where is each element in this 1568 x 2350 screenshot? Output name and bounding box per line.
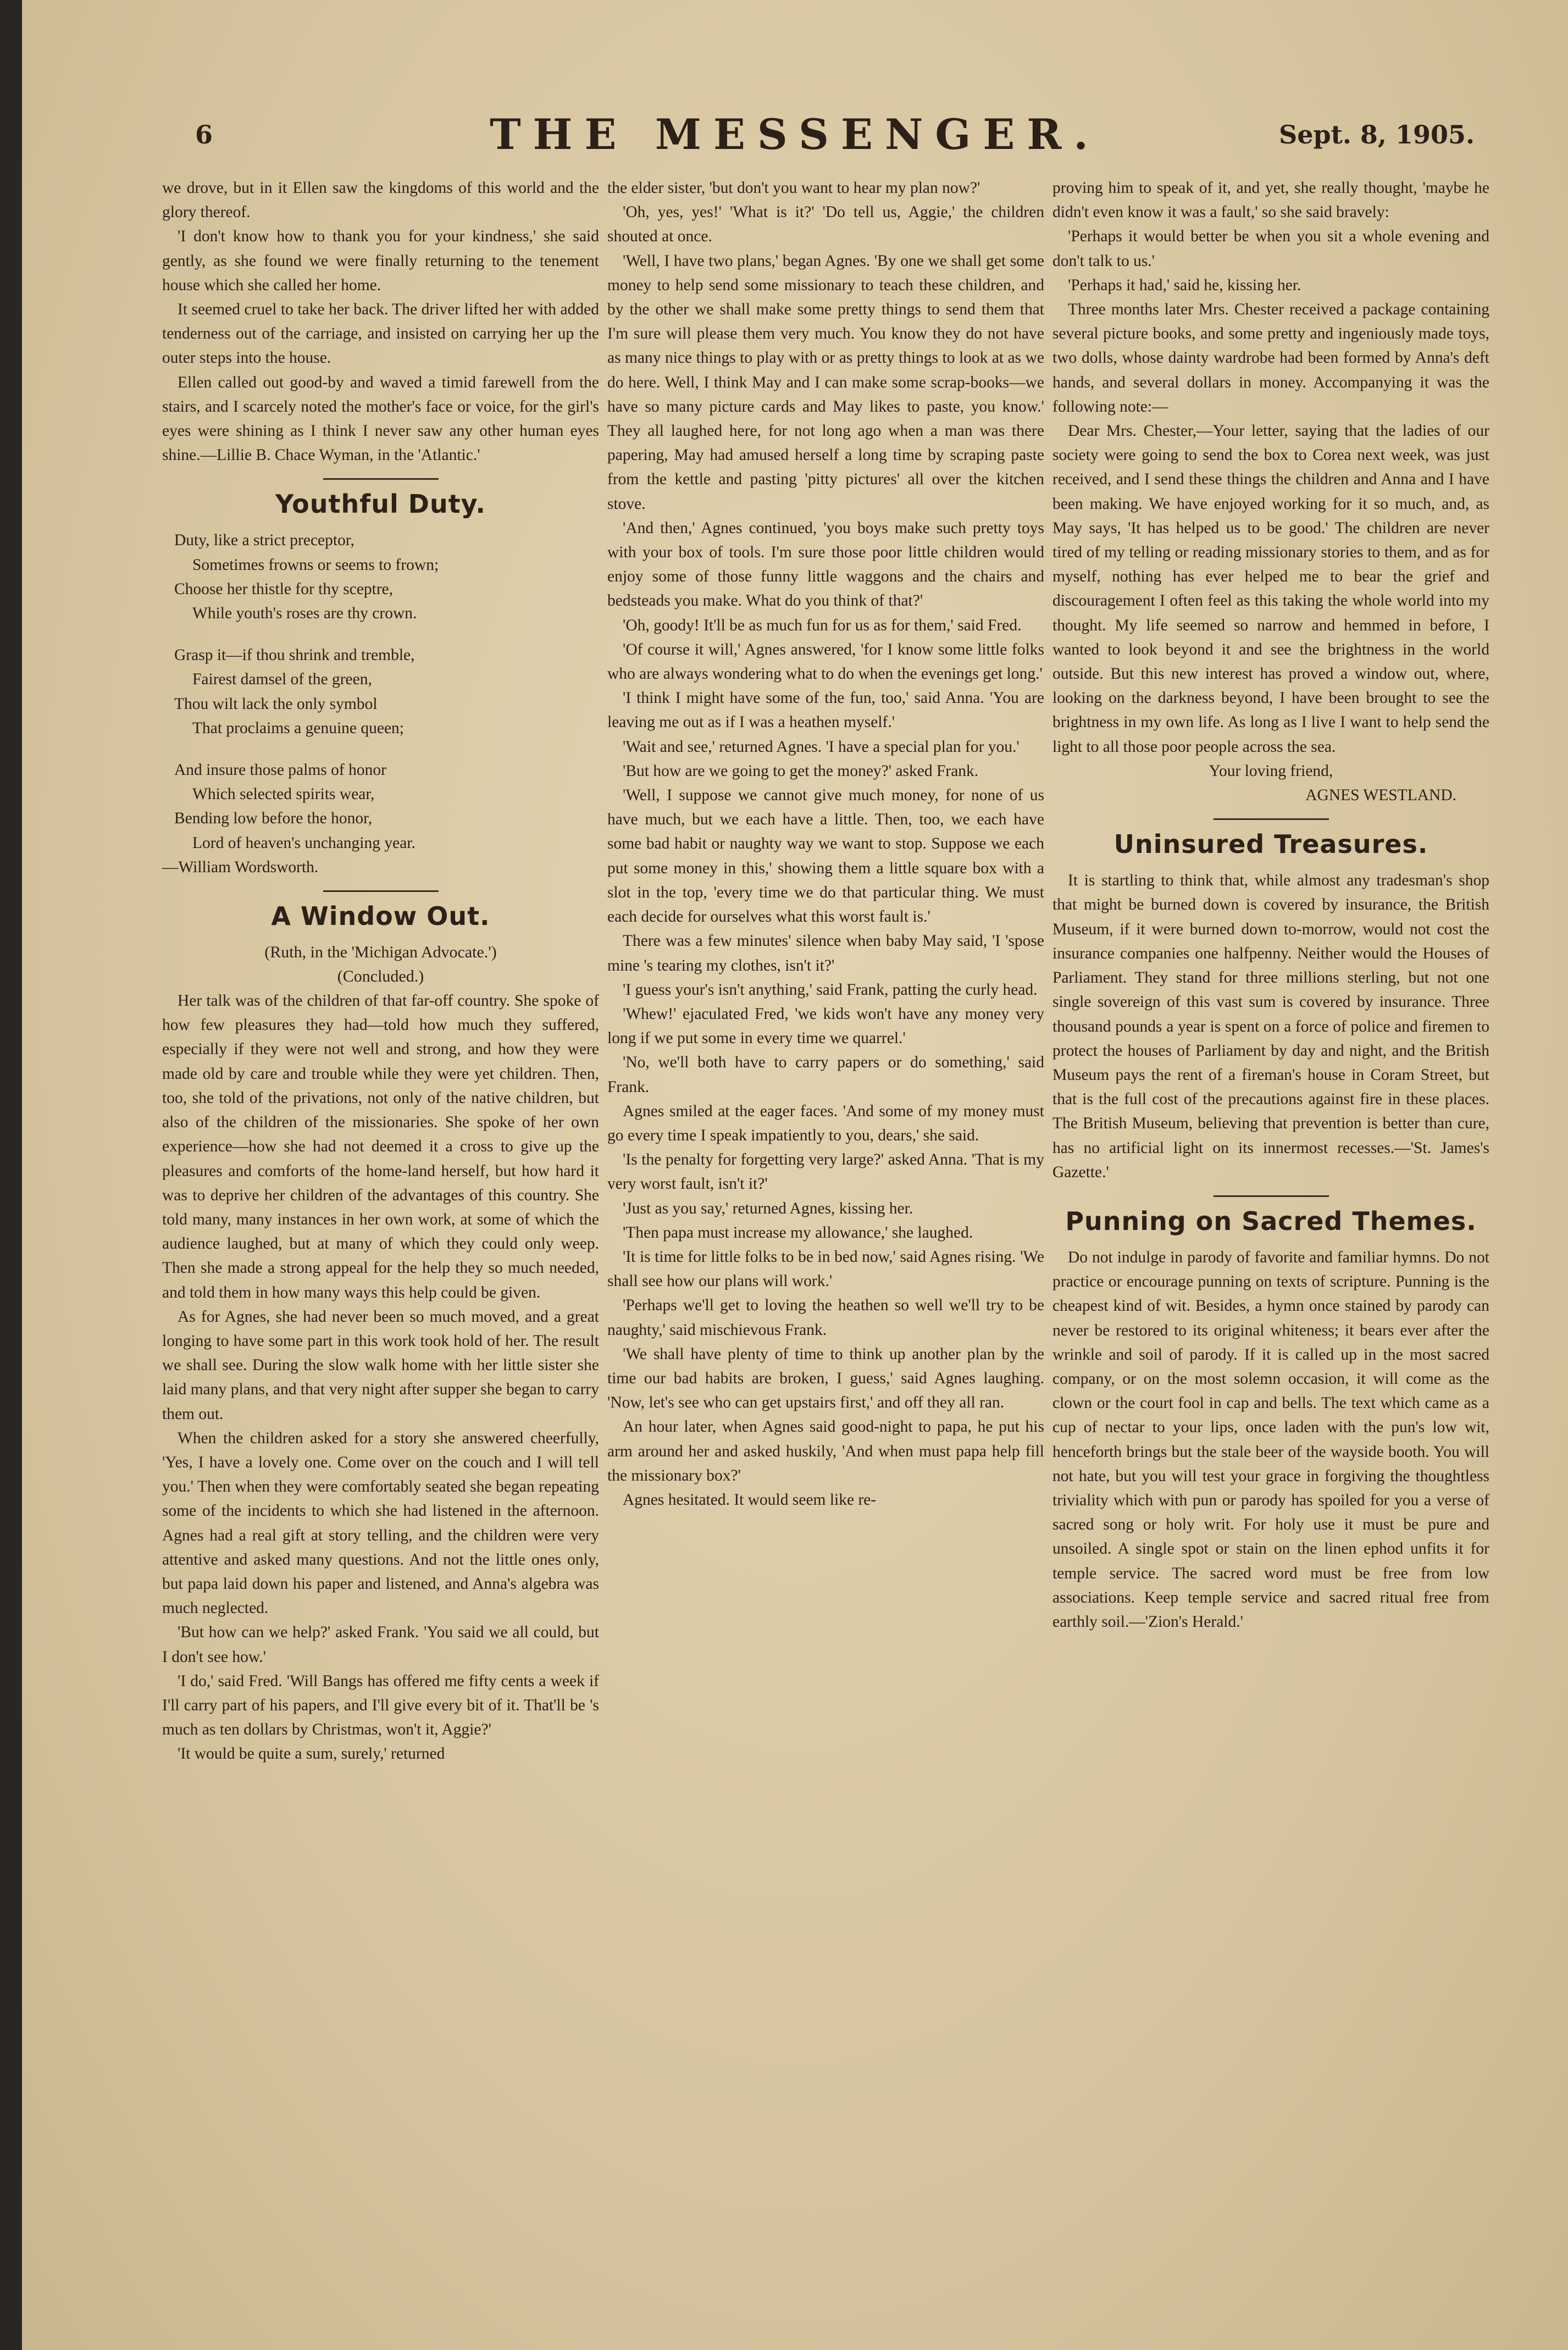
story-paragraph: 'Just as you say,' returned Agnes, kissing her.: [623, 1199, 913, 1217]
story-paragraph: 'And then,' Agnes continued, 'you boys make such pretty toys with your box of tools. I'm sure those poor little children would enjoy some of those funny little waggons and the chairs and bedsteads you make. What do you think of that?': [607, 519, 1044, 610]
section-divider: [323, 890, 439, 892]
column-2: [607, 176, 1044, 1512]
poem-line: Bending low before the honor,: [174, 810, 373, 828]
poem-line: Duty, like a strict preceptor,: [174, 531, 354, 550]
letter-body: Dear Mrs. Chester,—Your letter, saying that the ladies of our society were going to send the box to Corea next week, was just received, and I send these things the children and Anna and I have been making. We have enjoyed working for it so much, and, as May says, 'It has helped us to be good.' The children are never tired of my telling or reading missionary stories to them, and as for myself, nothing has ever helped me to bear the grief and discouragement I often feel as this taking the whole world into my thought. My life seemed so narrow and hemmed in before, I wanted to look beyond it and see the brightness in the world outside. But this new interest has proved a window out, where, looking on the darkness beyond, I have been brought to see the brightness in my own life. As long as I live I want to help send the light to all those poor people across the sea.: [1052, 422, 1489, 756]
story-paragraph: Agnes hesitated. It would seem like re-: [623, 1490, 877, 1509]
story-paragraph: 'Perhaps we'll get to loving the heathen so well we'll try to be naughty,' said mischievous Frank.: [607, 1296, 1044, 1339]
masthead: THE MESSENGER.: [490, 110, 1100, 159]
story-paragraph: 'We shall have plenty of time to think up another plan by the time our bad habits are broken, I guess,' said Agnes laughing. 'Now, let's see who can get upstairs first,' and off they all ran.: [607, 1345, 1044, 1412]
story-note: (Concluded.): [337, 967, 424, 986]
poem-line: While youth's roses are thy crown.: [192, 605, 417, 623]
poem-line: Fairest damsel of the green,: [192, 670, 372, 689]
article-title: Uninsured Treasures.: [1113, 829, 1428, 860]
poem-line: Which selected spirits wear,: [192, 785, 375, 803]
story-paragraph: As for Agnes, she had never been so much moved, and a great longing to have some part in this work took hold of her. The result we shall see. During the slow walk home with her little sister she laid many plans, and that very night after supper she began to carry them out.: [162, 1307, 599, 1423]
story-paragraph: 'It would be quite a sum, surely,' returned: [178, 1745, 445, 1763]
poem-stanza: [162, 528, 599, 625]
page-number: 6: [195, 120, 213, 149]
article-body: Do not indulge in parody of favorite and familiar hymns. Do not practice or encourage punning on texts of scripture. Punning is the cheapest kind of wit. Besides, a hymn once stained by parody can never be restored to its original whiteness; it bears ever after the wrinkle and soil of parody. If it is called up in the most sacred company, or on the most solemn occasion, it will come as the clown or the court fool in cap and bells. The text which came as a cup of nectar to your lips, once laden with the pun's low wit, henceforth brings but the stale beer of the wayside booth. You will not hate, but you will test your grace in forgiving the thoughtless triviality which with pun or parody has spoiled for you a verse of sacred song or holy writ. For holy use it must be pure and unsoiled. A single spot or stain on the linen ephod unfits it for temple service. The sacred word must be free from low associations. Keep temple service and sacred ritual free from earthly soil.—'Zion's Herald.': [1052, 1248, 1489, 1631]
page-header: [22, 110, 1568, 170]
section-divider: [1214, 818, 1329, 820]
story-paragraph: 'But how can we help?' asked Frank. 'You said we all could, but I don't see how.': [162, 1623, 599, 1666]
story-paragraph: 'But how are we going to get the money?' asked Frank.: [623, 762, 979, 780]
poem-line: That proclaims a genuine queen;: [192, 719, 404, 737]
story-paragraph: the elder sister, 'but don't you want to hear my plan now?': [607, 179, 980, 197]
newspaper-page: [22, 0, 1568, 2350]
poem-title: Youthful Duty.: [275, 489, 486, 519]
story-paragraph: 'I do,' said Fred. 'Will Bangs has offered me fifty cents a week if I'll carry part of his papers, and I'll give every bit of it. That'll be 's much as ten dollars by Christmas, won't it, Aggie?': [162, 1672, 599, 1739]
story-paragraph: 'Oh, yes, yes!' 'What is it?' 'Do tell us, Aggie,' the children shouted at once.: [607, 203, 1044, 246]
story-byline: (Ruth, in the 'Michigan Advocate.'): [264, 943, 497, 962]
story-paragraph: 'I think I might have some of the fun, too,' said Anna. 'You are leaving me out as if I was a heathen myself.': [607, 689, 1044, 731]
story-paragraph: 'Then papa must increase my allowance,' she laughed.: [623, 1223, 973, 1241]
story-paragraph: 'Perhaps it would better be when you sit a whole evening and don't talk to us.': [1052, 228, 1489, 270]
letter-closing: Your loving friend,: [1209, 762, 1333, 780]
poem-line: Lord of heaven's unchanging year.: [192, 834, 415, 852]
story-paragraph: 'Of course it will,' Agnes answered, 'for I know some little folks who are always wondering what to do when the evenings get long.': [607, 640, 1044, 683]
column-3: [1052, 176, 1489, 1634]
poem-line: And insure those palms of honor: [174, 761, 386, 779]
column-1: [162, 176, 599, 1766]
poem-line: Choose her thistle for thy sceptre,: [174, 580, 394, 598]
story-paragraph: When the children asked for a story she answered cheerfully, 'Yes, I have a lovely one. Come over on the couch and I will tell you.' Then when they were comfortably seated she began repeating some of the incidents to which she had listened in the afternoon. Agnes had a real gift at story telling, and the children were very attentive and asked many questions. And not the little ones only, but papa laid down his paper and listened, and Anna's algebra was much neglected.: [162, 1429, 599, 1617]
poem-stanza: [162, 643, 599, 740]
story-paragraph: 'Oh, goody! It'll be as much fun for us as for them,' said Fred.: [623, 616, 1022, 634]
story-paragraph: Her talk was of the children of that far-off country. She spoke of how few pleasures they had—told how much they suffered, especially if they were not well and strong, and how they were made old by care and trouble while they were yet children. Then, too, she told of the privations, not only of the native children, but also of the children of the missionaries. She spoke of her own experience—how she had not deemed it a cross to give up the pleasures and comforts of the home-land herself, but how hard it was to deprive her children of the advantages of this country. She told many, many instances in her own work, at some of which the audience laughed, but at many of which they could only weep. Then she made a strong appeal for the help they so much needed, and told them in how many ways this help could be given.: [162, 992, 599, 1301]
poem-line: Grasp it—if thou shrink and tremble,: [174, 646, 415, 664]
intro-paragraph: It seemed cruel to take her back. The driver lifted her with added tenderness out of the carriage, and insisted on carrying her up the outer steps into the house.: [162, 301, 599, 367]
letter-signature: AGNES WESTLAND.: [1305, 786, 1456, 805]
story-paragraph: 'Perhaps it had,' said he, kissing her.: [1068, 276, 1301, 294]
intro-paragraph: we drove, but in it Ellen saw the kingdoms of this world and the glory thereof.: [162, 179, 599, 221]
intro-paragraph: 'I don't know how to thank you for your kindness,' she said gently, as she found we were finally returning to the tenement house which she called her home.: [162, 228, 599, 294]
story-paragraph: proving him to speak of it, and yet, she really thought, 'maybe he didn't even know it was a fault,' so she said bravely:: [1052, 179, 1489, 221]
story-paragraph: 'Well, I suppose we cannot give much money, for none of us have much, but we each have a little. Then, too, we each have some bad habit or naughty way we want to stop. Suppose we each put some money in this,' showing them a little square box with a slot in the top, 'every time we do that particular thing. We must each decide for ourselves what this worst fault is.': [607, 786, 1044, 926]
poem-stanza: [162, 758, 599, 855]
story-paragraph: Three months later Mrs. Chester received a package containing several picture books, and some pretty and ingeniously made toys, two dolls, whose dainty wardrobe had been formed by Anna's deft hands, and several dollars in money. Accompanying it was the following note:—: [1052, 301, 1489, 415]
section-divider: [1214, 1195, 1329, 1197]
story-paragraph: 'I guess your's isn't anything,' said Frank, patting the curly head.: [623, 980, 1038, 999]
story-paragraph: 'No, we'll both have to carry papers or do something,' said Frank.: [607, 1054, 1044, 1096]
story-paragraph: 'Is the penalty for forgetting very large?' asked Anna. 'That is my very worst fault, isn't it?': [607, 1151, 1044, 1193]
story-paragraph: Agnes smiled at the eager faces. 'And some of my money must go every time I speak impatiently to you, dears,' she said.: [607, 1102, 1044, 1144]
story-paragraph: There was a few minutes' silence when baby May said, 'I 'spose mine 's tearing my clothes, isn't it?': [607, 932, 1044, 974]
intro-paragraph: Ellen called out good-by and waved a timid farewell from the stairs, and I scarcely noted the mother's face or voice, for the girl's eyes were shining as I think I never saw any other human eyes shine.—Lillie B. Chace Wyman, in the 'Atlantic.': [162, 373, 599, 464]
section-divider: [323, 478, 439, 480]
poem: [162, 528, 599, 879]
story-paragraph: 'Wait and see,' returned Agnes. 'I have a special plan for you.': [623, 738, 1020, 756]
story-paragraph: An hour later, when Agnes said good-night to papa, he put his arm around her and asked huskily, 'And when must papa help fill the missionary box?': [607, 1418, 1044, 1484]
article-title: Punning on Sacred Themes.: [1065, 1206, 1477, 1236]
story-title: A Window Out.: [271, 901, 490, 932]
poem-line: Sometimes frowns or seems to frown;: [192, 556, 439, 574]
poem-author: —William Wordsworth.: [162, 858, 319, 876]
story-paragraph: 'Well, I have two plans,' began Agnes. 'By one we shall get some money to help send some missionary to teach these children, and by the other we shall make some pretty things to send them that I'm sure will please them very much. You know they do not have as many nice things to play with or as pretty things to look at as we do here. Well, I think May and I can make some scrap-books—we have so many picture cards and May likes to paste, you know.' They all laughed here, for not long ago when a man was there papering, May had amused herself a long time by scraping paste from the kettle and pasting 'pitty pictures' all over the kitchen stove.: [607, 252, 1044, 513]
story-paragraph: 'Whew!' ejaculated Fred, 'we kids won't have any money very long if we put some in every time we quarrel.': [607, 1005, 1044, 1047]
poem-line: Thou wilt lack the only symbol: [174, 695, 378, 713]
article-body: It is startling to think that, while almost any tradesman's shop that might be burned down is covered by insurance, the British Museum, if it were burned down to-morrow, would not cost the insurance companies one halfpenny. Neither would the Houses of Parliament. They stand for three millions sterling, but not one single sovereign of this vast sum is covered by insurance. Three thousand pounds a year is spent on a force of police and firemen to protect the houses of Parliament by day and night, and the British Museum pays the rent of a fireman's house in Coram Street, but that is the full cost of the precautions against fire in these places. The British Museum, believing that prevention is better than cure, has no artificial light on its innermost recesses.—'St. James's Gazette.': [1052, 872, 1489, 1181]
story-paragraph: 'It is time for little folks to be in bed now,' said Agnes rising. 'We shall see how our plans will work.': [607, 1248, 1044, 1290]
issue-date: Sept. 8, 1905.: [1278, 120, 1475, 149]
